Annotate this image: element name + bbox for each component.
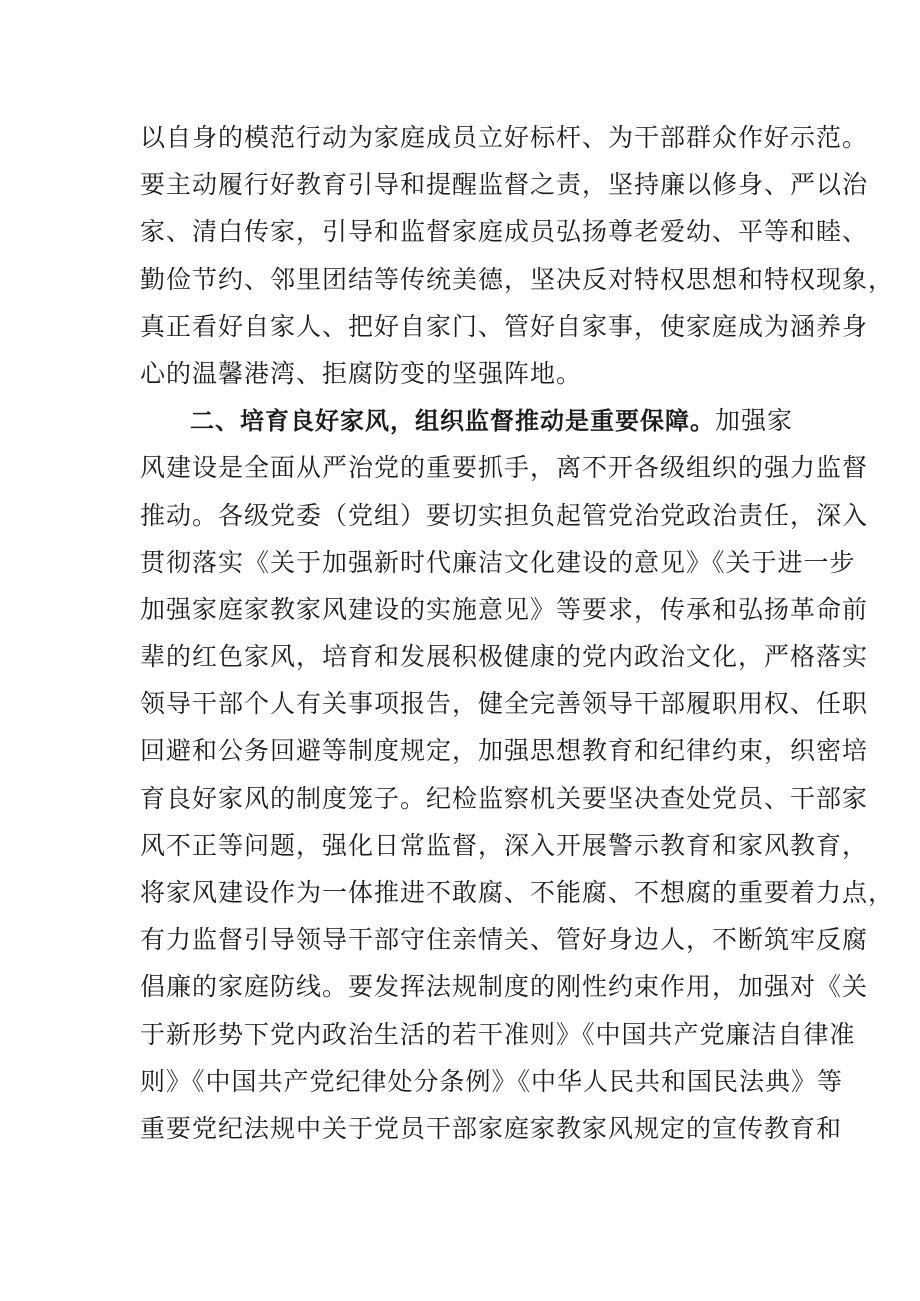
text-line: 辈的红色家风，培育和发展积极健康的党内政治文化，严格落实 <box>140 642 869 672</box>
document-body <box>140 114 895 1152</box>
text-line: 则》《中国共产党纪律处分条例》《中华人民共和国民法典》等 <box>140 1066 844 1096</box>
text-line: 家、清白传家，引导和监督家庭成员弘扬尊老爱幼、平等和睦、 <box>140 217 869 247</box>
text-line: 育良好家风的制度笼子。纪检监察机关要坚决查处党员、干部家 <box>140 783 869 813</box>
section-heading-line <box>140 397 800 444</box>
text-line: 回避和公务回避等制度规定，加强思想教育和纪律约束，织密培 <box>140 736 869 766</box>
section-heading-tail: 加强家 <box>715 406 794 436</box>
text-line: 倡廉的家庭防线。要发挥法规制度的刚性约束作用，加强对《关 <box>140 972 869 1002</box>
text-line: 将家风建设作为一体推进不敢腐、不能腐、不想腐的重要着力点， <box>140 878 895 907</box>
text-line: 有力监督引导领导干部守住亲情关、管好身边人，不断筑牢反腐 <box>140 925 869 955</box>
text-line: 真正看好自家人、把好自家门、管好自家事，使家庭成为涵养身 <box>140 311 869 341</box>
text-line: 加强家庭家教家风建设的实施意见》等要求，传承和弘扬革命前 <box>140 594 869 624</box>
text-line: 风不正等问题，强化日常监督，深入开展警示教育和家风教育， <box>140 830 869 860</box>
text-line: 贯彻落实《关于加强新时代廉洁文化建设的意见》《关于进一步 <box>140 547 856 577</box>
text-line: 勤俭节约、邻里团结等传统美德，坚决反对特权思想和特权现象， <box>140 264 895 294</box>
text-line: 以自身的模范行动为家庭成员立好标杆、为干部群众作好示范。 <box>140 123 869 152</box>
text-line: 于新形势下党内政治生活的若干准则》《中国共产党廉洁自律准 <box>140 1019 856 1049</box>
text-line: 重要党纪法规中关于党员干部家庭家教家风规定的宣传教育和 <box>140 1113 843 1143</box>
section-heading: 二、培育良好家风，组织监督推动是重要保障。 <box>190 407 715 436</box>
text-line: 心的温馨港湾、拒腐防变的坚强阵地。 <box>140 358 583 388</box>
text-line: 领导干部个人有关事项报告，健全完善领导干部履职用权、任职 <box>140 689 869 719</box>
text-line: 推动。各级党委（党组）要切实担负起管党治党政治责任，深入 <box>140 500 869 530</box>
text-line: 风建设是全面从严治党的重要抓手，离不开各级组织的强力监督 <box>140 453 869 483</box>
text-line: 要主动履行好教育引导和提醒监督之责，坚持廉以修身、严以治 <box>140 170 869 200</box>
